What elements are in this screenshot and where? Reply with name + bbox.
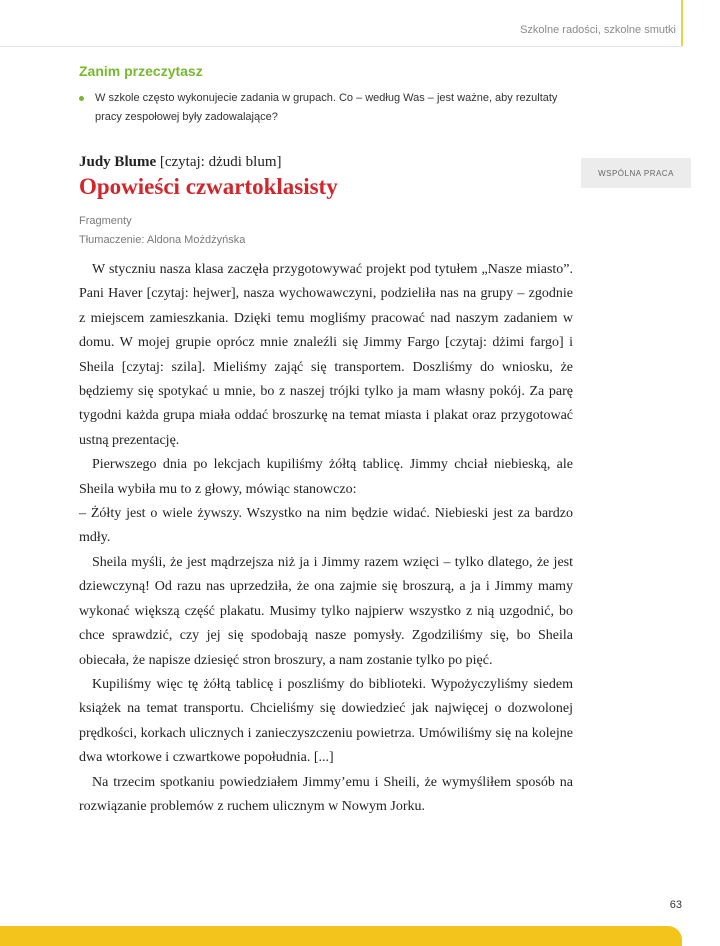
bullet-dot-icon bbox=[79, 96, 84, 101]
header-accent-bar bbox=[681, 0, 683, 46]
header-divider bbox=[0, 46, 682, 47]
bottom-color-band bbox=[0, 926, 682, 946]
story-meta bbox=[79, 212, 245, 250]
intro-bullet bbox=[79, 89, 559, 127]
side-tag: WSPÓLNA PRACA bbox=[581, 158, 691, 188]
author-pronunciation: [czytaj: dżudi blum] bbox=[159, 154, 282, 170]
author-line bbox=[79, 154, 282, 171]
paragraph: Pierwszego dnia po lekcjach kupiliśmy żółtą tablicę. Jimmy chciał niebieską, ale Sheila wybiła mu to z głowy, mówiąc stanowczo: bbox=[79, 457, 573, 497]
story-body bbox=[79, 258, 573, 819]
section-title: Zanim przeczytasz bbox=[79, 63, 203, 79]
paragraph: W styczniu nasza klasa zaczęła przygotowywać projekt pod tytułem „Nasze miasto”. Pani Haver [czytaj: hejwer], nasza wychowawczyni, podzieliła nas na grupy – zgodnie z miejscem zamieszkania. Dzięki temu mogliśmy pracować nad naszym zadaniem w domu. W mojej grupie oprócz mnie znaleźli się Jimmy Fargo [czytaj: dżimi fargo] i Sheila [czytaj: szila]. Mieliśmy zająć się transportem. Doszliśmy do wniosku, że będziemy się spotykać u mnie, bo z naszej trójki tylko ja mam własny pokój. Za parę tygodni każda grupa miała oddać broszurkę na temat miasta i plakat oraz przygotować ustną prezentację. bbox=[79, 262, 573, 448]
paragraph: Na trzecim spotkaniu powiedziałem Jimmy’emu i Sheili, że wymyśliłem sposób na rozwiązanie problemów z ruchem ulicznym w Nowym Jorku. bbox=[79, 774, 573, 814]
dialogue-line: – Żółty jest o wiele żywszy. Wszystko na nim będzie widać. Niebieski jest za bardzo mdły. bbox=[79, 506, 573, 546]
author-name: Judy Blume bbox=[79, 154, 157, 170]
paragraph: Kupiliśmy więc tę żółtą tablicę i poszliśmy do biblioteki. Wypożyczyliśmy siedem książek na temat transportu. Chcieliśmy się dowiedzieć jak najwięcej o dozwolonej prędkości, korkach ulicznych i zanieczyszczeniu powietrza. Umówiliśmy się na kolejne dwa wtorkowe i czwartkowe popołudnia. [...] bbox=[79, 676, 573, 766]
story-title: Opowieści czwartoklasisty bbox=[79, 174, 338, 199]
translator-credit: Tłumaczenie: Aldona Możdżyńska bbox=[79, 234, 246, 246]
paragraph: Sheila myśli, że jest mądrzejsza niż ja i Jimmy razem wzięci – tylko dlatego, że jest dziewczyną! Od razu nas uprzedziła, że ona zajmie się broszurą, a ja i Jimmy mamy wykonać większą część plakatu. Musimy tylko najpierw wszystko z nią uzgodnić, bo chce sprawdzić, czy jej się spodobają nasze pomysły. Zgodziliśmy się, bo Sheila obiecała, że napisze dziesięć stron broszury, a nam zostanie tylko po pięć. bbox=[79, 554, 573, 668]
intro-question: W szkole często wykonujecie zadania w grupach. Co – według Was – jest ważne, aby rezultaty pracy zespołowej były zadowalające? bbox=[95, 92, 558, 123]
story-subtitle: Fragmenty bbox=[79, 215, 132, 227]
running-header: Szkolne radości, szkolne smutki bbox=[520, 24, 676, 36]
page-number: 63 bbox=[669, 899, 682, 911]
